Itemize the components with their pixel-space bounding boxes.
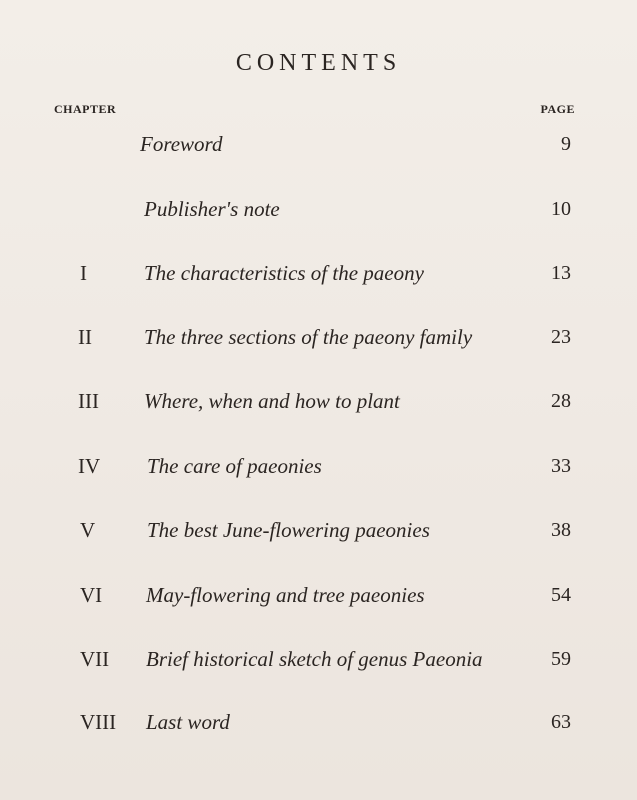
chapter-title: The three sections of the paeony family — [144, 325, 473, 349]
chapter-title: Foreword — [140, 132, 223, 156]
chapter-column-header: CHAPTER — [54, 102, 117, 116]
page-number: 54 — [551, 584, 571, 606]
chapter-title: Publisher's note — [144, 197, 280, 221]
chapter-number: I — [80, 261, 87, 285]
page-number: 9 — [561, 133, 571, 155]
chapter-number: VI — [80, 583, 103, 607]
chapter-number: V — [80, 518, 96, 542]
toc-entry — [0, 644, 637, 674]
toc-entry — [0, 580, 637, 610]
toc-entry — [0, 258, 637, 288]
chapter-number: III — [78, 389, 99, 413]
page-number: 59 — [551, 648, 571, 670]
toc-entry — [0, 194, 637, 224]
toc-entry — [0, 322, 637, 352]
chapter-title: The characteristics of the paeony — [144, 261, 424, 285]
page-column-header: PAGE — [540, 102, 575, 116]
page-title: CONTENTS — [235, 50, 402, 76]
toc-entry — [0, 515, 637, 545]
page-number: 13 — [551, 262, 571, 284]
chapter-title: The care of paeonies — [147, 454, 322, 478]
page-number: 28 — [551, 390, 571, 412]
page-number: 38 — [551, 519, 571, 541]
page-number: 33 — [551, 455, 571, 477]
chapter-title: Brief historical sketch of genus Paeonia — [146, 647, 483, 671]
page-number: 63 — [551, 711, 571, 733]
chapter-number: II — [78, 325, 92, 349]
toc-entry — [0, 707, 637, 737]
chapter-title: Last word — [146, 710, 230, 734]
toc-entry — [0, 451, 637, 481]
chapter-number: VII — [80, 647, 110, 671]
toc-entry — [0, 386, 637, 416]
chapter-number: VIII — [80, 710, 117, 734]
toc-entry — [0, 129, 637, 159]
chapter-title: The best June-flowering paeonies — [147, 518, 430, 542]
chapter-title: Where, when and how to plant — [144, 389, 400, 413]
page-number: 10 — [551, 198, 571, 220]
page-number: 23 — [551, 326, 571, 348]
chapter-title: May-flowering and tree paeonies — [146, 583, 425, 607]
chapter-number: IV — [78, 454, 101, 478]
